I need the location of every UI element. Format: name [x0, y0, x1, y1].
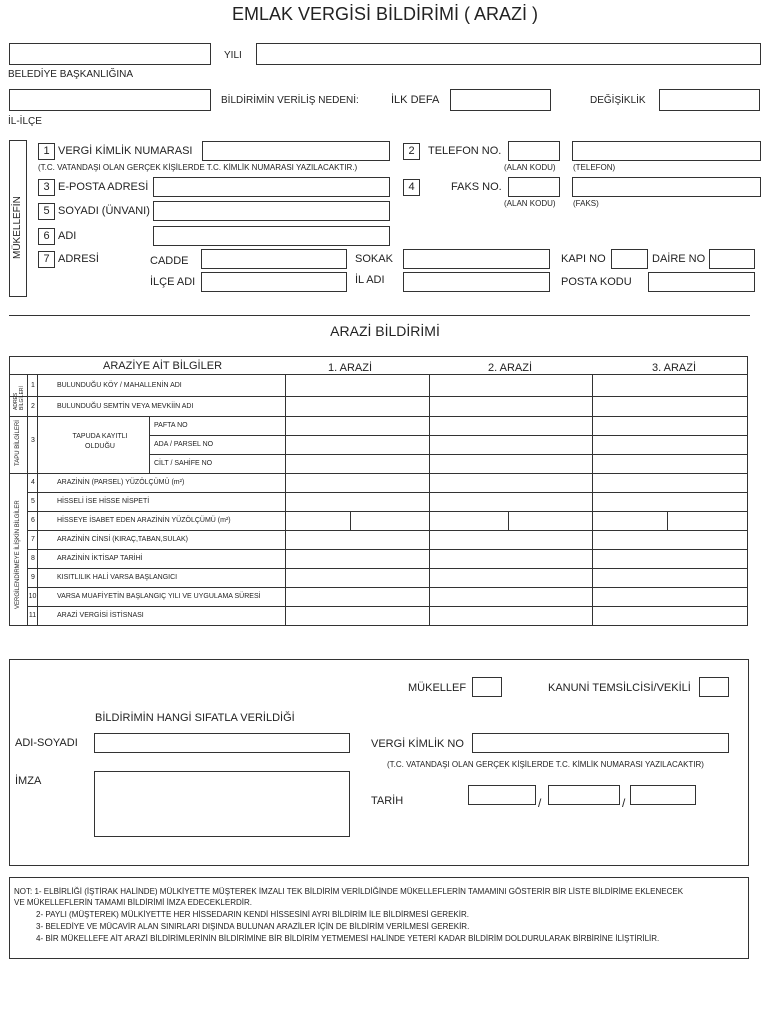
faks-input[interactable] — [572, 177, 761, 197]
row-label: HİSSEYE İSABET EDEN ARAZİNİN YÜZÖLÇÜMÜ (m²) — [57, 517, 231, 524]
tapu-ada-parsel-label: ADA / PARSEL NO — [154, 441, 214, 448]
grid-line — [9, 416, 748, 417]
degisiklik-checkbox[interactable] — [659, 89, 760, 111]
telefon-alan-kodu-input[interactable] — [508, 141, 560, 161]
grid-line — [149, 416, 150, 473]
grid-line — [592, 374, 593, 626]
date-separator: / — [622, 796, 626, 810]
belediye-input[interactable] — [9, 43, 211, 65]
vkn-note: (T.C. VATANDAŞI OLAN GERÇEK KİŞİLERDE T.C. KİMLİK NUMARASI YAZILACAKTIR) — [387, 760, 704, 769]
il-ilce-input[interactable] — [9, 89, 211, 111]
grid-line — [37, 374, 38, 626]
grid-line — [429, 374, 430, 626]
row-number: 5 — [38, 203, 55, 220]
grid-line — [27, 549, 748, 550]
vkn-input[interactable] — [202, 141, 390, 161]
arazi-2-header: 2. ARAZİ — [488, 362, 533, 374]
grid-line — [27, 530, 748, 531]
grid-line — [508, 511, 509, 530]
ilk-defa-checkbox[interactable] — [450, 89, 551, 111]
note-line: VE MÜKELLEFLERİN TAMAMI BİLDİRİMİ İMZA EDECEKLERDİR. — [14, 898, 252, 907]
imza-box[interactable] — [94, 771, 350, 837]
row-number: 2 — [31, 403, 35, 410]
grid-line — [9, 374, 748, 375]
row-number: 3 — [31, 437, 35, 444]
mukellef-label: MÜKELLEF — [408, 682, 467, 694]
row-label: ARAZİNİN İKTİSAP TARİHİ — [57, 555, 143, 562]
arazi-section-title: ARAZİ BİLDİRİMİ — [330, 323, 440, 339]
row-number: 4 — [31, 479, 35, 486]
row-number: 6 — [38, 228, 55, 245]
row-label: TAPUDA KAYITLI OLDUĞU — [72, 433, 128, 450]
row-number: 1 — [38, 143, 55, 160]
daire-no-label: DAİRE NO — [652, 253, 706, 265]
grid-line — [27, 587, 748, 588]
row-label: BULUNDUĞU SEMTİN VEYA MEVKİİN ADI — [57, 403, 194, 410]
alan-kodu-label: (ALAN KODU) — [504, 163, 556, 172]
eposta-input[interactable] — [153, 177, 390, 197]
arazi-1-header: 1. ARAZİ — [328, 362, 373, 374]
soyadi-input[interactable] — [153, 201, 390, 221]
note-line: 2- PAYLI (MÜŞTEREK) MÜLKİYETTE HER HİSSEDARIN KENDİ HİSSESİNİ AYRI BİLDİRİM İLE BİLDİRMESİ GEREKİR. — [36, 910, 469, 919]
grid-line — [27, 374, 28, 626]
row-number: 6 — [31, 517, 35, 524]
adi-soyadi-input[interactable] — [94, 733, 350, 753]
kanuni-temsilci-checkbox[interactable] — [699, 677, 729, 697]
row-label: BULUNDUĞU KÖY / MAHALLENİN ADI — [57, 382, 182, 389]
grid-line — [27, 568, 748, 569]
cadde-input[interactable] — [201, 249, 347, 269]
mukellef-checkbox[interactable] — [472, 677, 502, 697]
kapi-no-label: KAPI NO — [561, 253, 606, 265]
telefon-input[interactable] — [572, 141, 761, 161]
date-separator: / — [538, 796, 542, 810]
row-label: ARAZİ VERGİSİ İSTİSNASI — [57, 612, 144, 619]
grid-line — [350, 511, 351, 530]
degisiklik-label: DEĞİŞİKLİK — [590, 95, 646, 106]
daire-no-input[interactable] — [709, 249, 755, 269]
il-adi-input[interactable] — [403, 272, 550, 292]
tapu-pafta-label: PAFTA NO — [154, 422, 188, 429]
grid-line — [27, 492, 748, 493]
faks-label: FAKS NO. — [451, 181, 502, 193]
vkn-label: VERGİ KİMLİK NUMARASI — [58, 145, 193, 157]
adres-bilgileri-group-label: ADRES BİLGİLERİ — [13, 386, 25, 410]
row-number: 2 — [403, 143, 420, 160]
yili-label: YILI — [224, 50, 242, 61]
grid-line — [285, 374, 286, 626]
grid-line — [667, 511, 668, 530]
imza-label: İMZA — [15, 775, 42, 787]
grid-line — [149, 454, 748, 455]
divider — [9, 315, 750, 316]
row-number: 8 — [31, 555, 35, 562]
row-number: 7 — [38, 251, 55, 268]
soyadi-label: SOYADI (ÜNVANI) — [58, 205, 150, 217]
il-adi-label: İL ADI — [355, 274, 385, 286]
vergilendirme-group-label: VERGİLENDİRMEYE İLİŞKİN BİLGİLER — [15, 500, 21, 609]
row-label: VARSA MUAFİYETİN BAŞLANGIÇ YILI VE UYGULAMA SÜRESİ — [57, 593, 261, 600]
ilce-adi-input[interactable] — [201, 272, 347, 292]
kanuni-temsilci-label: KANUNİ TEMSİLCİSİ/VEKİLİ — [548, 682, 691, 694]
grid-line — [149, 435, 748, 436]
row-number: 4 — [403, 179, 420, 196]
row-label: HİSSELİ İSE HİSSE NİSPETİ — [57, 498, 150, 505]
tapu-cilt-sahife-label: CİLT / SAHİFE NO — [154, 460, 213, 467]
ilce-adi-label: İLÇE ADI — [150, 276, 196, 288]
yili-input[interactable] — [256, 43, 761, 65]
vkn-note: (T.C. VATANDAŞI OLAN GERÇEK KİŞİLERDE T.C. KİMLİK NUMARASI YAZILACAKTIR.) — [38, 163, 358, 172]
grid-line — [27, 606, 748, 607]
grid-line — [9, 473, 748, 474]
vergi-kimlik-no-input[interactable] — [472, 733, 729, 753]
mukellef-side-label: MÜKELLEFİN — [12, 196, 23, 259]
il-ilce-label: İL-İLÇE — [8, 116, 42, 127]
row-number: 10 — [28, 593, 37, 600]
adresi-label: ADRESİ — [58, 253, 99, 265]
posta-kodu-label: POSTA KODU — [561, 276, 632, 288]
sokak-input[interactable] — [403, 249, 550, 269]
page-title: EMLAK VERGİSİ BİLDİRİMİ ( ARAZİ ) — [231, 4, 539, 24]
posta-kodu-input[interactable] — [648, 272, 755, 292]
adi-input[interactable] — [153, 226, 390, 246]
kapi-no-input[interactable] — [611, 249, 648, 269]
row-label: KISITLILIK HALİ VARSA BAŞLANGICI — [57, 574, 178, 581]
faks-placeholder-label: (FAKS) — [573, 199, 599, 208]
tapu-bilgileri-group-label: TAPU BİLGİLERİ — [15, 420, 21, 466]
row-label: ARAZİNİN CİNSİ (KIRAÇ,TABAN,SULAK) — [57, 536, 188, 543]
sokak-label: SOKAK — [355, 253, 393, 265]
row-label: ARAZİNİN (PARSEL) YÜZÖLÇÜMÜ (m²) — [57, 479, 185, 486]
araziye-ait-bilgiler-header: ARAZİYE AİT BİLGİLER — [103, 360, 223, 372]
row-number: 1 — [31, 382, 35, 389]
note-line: NOT: 1- ELBİRLİĞİ (İŞTİRAK HALİNDE) MÜLKİYETTE MÜŞTEREK İMZALI TEK BİLDİRİM VERİLDİĞİNDE MÜKELLEFLERİN TAMAMINI GÖSTERİR BİR LİSTE BİLDİRİME EKLENECEK — [14, 887, 684, 896]
belediye-label: BELEDİYE BAŞKANLIĞINA — [8, 69, 134, 80]
ilk-defa-label: İLK DEFA — [391, 94, 440, 106]
tarih-ay-input[interactable] — [548, 785, 620, 805]
note-line: 4- BİR MÜKELLEFE AİT ARAZİ BİLDİRİMLERİNİN BİLDİRİMİNE BİR BİLDİRİM YETMEMESİ HALİNDE YETERİ KADAR BİLDİRİM DOLDURULARAK BİRBİRİNE İLİŞTİRİLİR. — [36, 934, 660, 943]
row-number: 11 — [28, 612, 37, 619]
sifat-label: BİLDİRİMİN HANGİ SIFATLA VERİLDİĞİ — [95, 712, 295, 724]
eposta-label: E-POSTA ADRESİ — [58, 181, 149, 193]
tarih-yil-input[interactable] — [630, 785, 696, 805]
vergi-kimlik-no-label: VERGİ KİMLİK NO — [371, 738, 464, 750]
telefon-placeholder-label: (TELEFON) — [573, 163, 616, 172]
grid-line — [27, 511, 748, 512]
alan-kodu-label: (ALAN KODU) — [504, 199, 556, 208]
faks-alan-kodu-input[interactable] — [508, 177, 560, 197]
tarih-gun-input[interactable] — [468, 785, 536, 805]
note-line: 3- BELEDİYE VE MÜCAVİR ALAN SINIRLARI DIŞINDA BULUNAN ARAZİLER İÇİN DE BİLDİRİM VERİLMESİ GEREKİR. — [36, 922, 470, 931]
row-number: 9 — [31, 574, 35, 581]
adi-label: ADI — [58, 230, 77, 242]
telefon-label: TELEFON NO. — [428, 145, 502, 157]
row-number: 7 — [31, 536, 35, 543]
arazi-3-header: 3. ARAZİ — [652, 362, 697, 374]
adi-soyadi-label: ADI-SOYADI — [15, 737, 78, 749]
verilis-nedeni-label: BİLDİRİMİN VERİLİŞ NEDENİ: — [221, 95, 359, 106]
grid-line — [9, 396, 748, 397]
cadde-label: CADDE — [150, 255, 189, 267]
row-number: 5 — [31, 498, 35, 505]
tarih-label: TARİH — [371, 795, 404, 807]
row-number: 3 — [38, 179, 55, 196]
